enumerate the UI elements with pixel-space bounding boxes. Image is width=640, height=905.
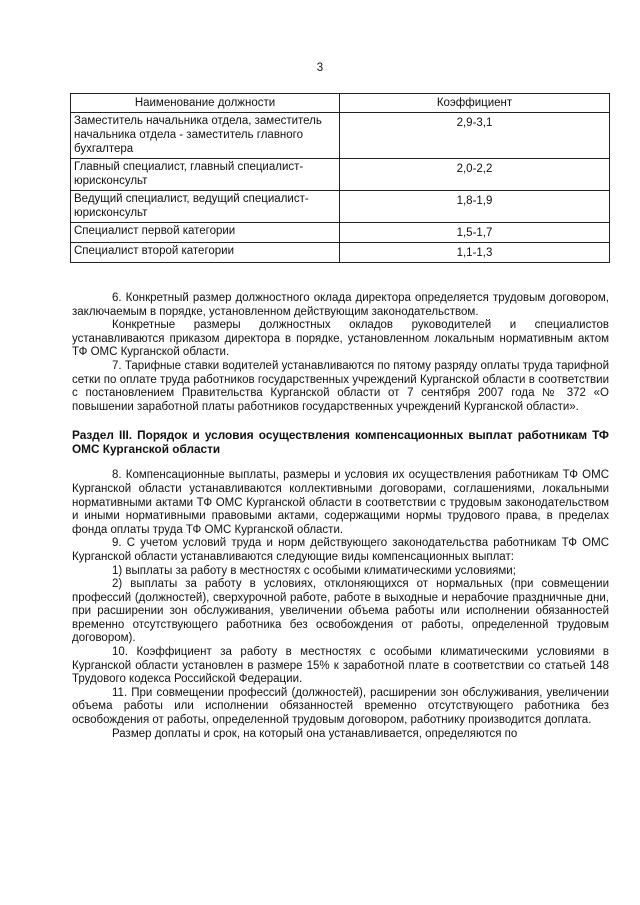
paragraph: 8. Компенсационные выплаты, размеры и условия их осуществления работникам ТФ ОМС Курганской области устанавливаются коллективными договорами, соглашениями, локальными нормативными актами ТФ ОМС Курганской области в соответствии с трудовым законодательством и иными нормативными правовыми актами, содержащими нормы трудового права, в пределах фонда оплаты труда ТФ ОМС Курганской области. — [72, 469, 609, 536]
page-number: 3 — [316, 62, 324, 74]
table-row — [71, 113, 610, 159]
paragraph: 9. С учетом условий труда и норм действующего законодательства работникам ТФ ОМС Курганской области устанавливаются следующие виды компенсационных выплат: — [72, 537, 609, 563]
paragraph: Размер доплаты и срок, на который она устанавливается, определяются по — [112, 727, 518, 740]
paragraph: 1) выплаты за работу в местностях с особыми климатическими условиями; — [112, 564, 516, 577]
cell-position: Специалист второй категории — [71, 243, 340, 263]
cell-position: Ведущий специалист, ведущий специалист-юрисконсульт — [71, 191, 340, 223]
header-position: Наименование должности — [71, 94, 340, 113]
cell-coefficient: 1,5-1,7 — [340, 223, 610, 243]
table-row — [71, 159, 610, 191]
cell-coefficient: 1,1-1,3 — [340, 243, 610, 263]
paragraph: 6. Конкретный размер должностного оклада директора определяется трудовым договором, заключаемым в порядке, установленном действующим законодательством. — [72, 292, 609, 318]
document-body — [72, 292, 609, 741]
coefficient-table — [70, 93, 610, 263]
table-row — [71, 223, 610, 243]
section-title: Раздел III. Порядок и условия осуществления компенсационных выплат работникам ТФ ОМС Курганской области — [72, 428, 609, 457]
cell-position: Заместитель начальника отдела, заместитель начальника отдела - заместитель главного бухгалтера — [71, 113, 340, 159]
header-coefficient: Коэффициент — [340, 94, 610, 113]
table-row — [71, 243, 610, 263]
cell-coefficient: 2,0-2,2 — [340, 159, 610, 191]
table-row — [71, 191, 610, 223]
cell-position: Главный специалист, главный специалист-юрисконсульт — [71, 159, 340, 191]
paragraph: 11. При совмещении профессий (должностей), расширении зон обслуживания, увеличении объема работы или исполнении обязанностей временно отсутствующего работника без освобождения от работы, определенной трудовым договором, работнику производится доплата. — [72, 686, 609, 727]
paragraph: Конкретные размеры должностных окладов руководителей и специалистов устанавливаются приказом директора в порядке, установленном локальным нормативным актом ТФ ОМС Курганской области. — [72, 319, 609, 359]
paragraph: 2) выплаты за работу в условиях, отклоняющихся от нормальных (при совмещении профессий (должностей), сверхурочной работе, работе в выходные и нерабочие праздничные дни, при расширении зон обслуживания, увеличении объема работы или исполнении обязанностей временно отсутствующего работника без освобождения от работы, определенной трудовым договором). — [72, 578, 609, 645]
paragraph: 10. Коэффициент за работу в местностях с особыми климатическими условиями в Курганской области установлен в размере 15% к заработной плате в соответствии со статьей 148 Трудового кодекса Российской Федерации. — [72, 646, 609, 686]
cell-position: Специалист первой категории — [71, 223, 340, 243]
cell-coefficient: 2,9-3,1 — [340, 113, 610, 159]
table-header-row — [71, 94, 610, 113]
cell-coefficient: 1,8-1,9 — [340, 191, 610, 223]
paragraph: 7. Тарифные ставки водителей устанавливаются по пятому разряду оплаты труда тарифной сетки по оплате труда работников государственных учреждений Курганской области в соответствии с постановлением Правительства Курганской области от 7 сентября 2007 года № 372 «О повышении заработной платы работников государственных учреждений Курганской области». — [72, 359, 609, 413]
